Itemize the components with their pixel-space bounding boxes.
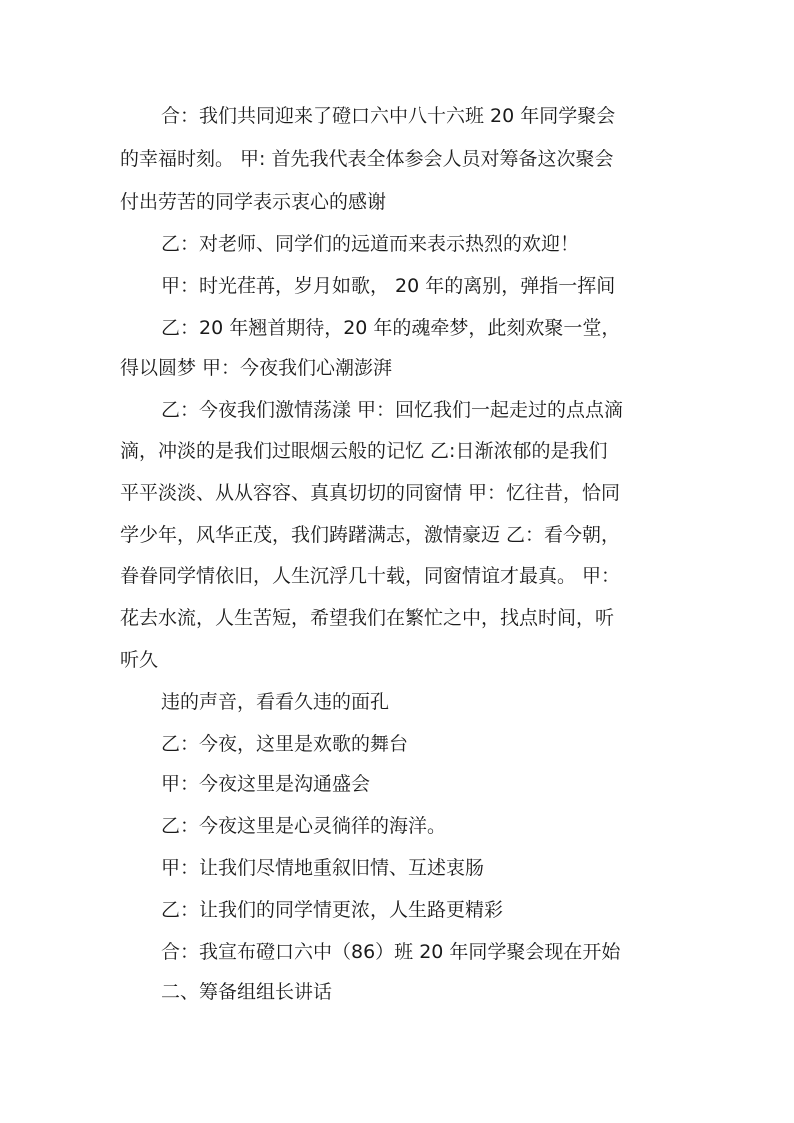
text-line: 花去水流，人生苦短，希望我们在繁忙之中，找点时间，听 bbox=[120, 607, 615, 629]
text-line: 乙：让我们的同学情更浓，人生路更精彩 bbox=[161, 899, 504, 921]
text-line: 听久 bbox=[120, 649, 159, 671]
text-line: 违的声音，看看久违的面孔 bbox=[161, 691, 390, 713]
text-line: 学少年，风华正茂，我们踌躇满志，激情豪迈 乙：看今朝， bbox=[120, 524, 621, 546]
text-line: 付出劳苦的同学表示衷心的感谢 bbox=[120, 191, 387, 213]
text-line: 乙：今夜这里是心灵徜徉的海洋。 bbox=[161, 815, 447, 837]
text-line: 滴，冲淡的是我们过眼烟云般的记忆 乙:日渐浓郁的是我们 bbox=[120, 440, 608, 462]
text-line: 乙：今夜我们激情荡漾 甲：回忆我们一起走过的点点滴 bbox=[161, 399, 624, 421]
text-line: 得以圆梦 甲：今夜我们心潮澎湃 bbox=[120, 357, 393, 379]
text-line: 合：我们共同迎来了磴口六中八十六班 20 年同学聚会 bbox=[161, 105, 616, 127]
text-line: 的幸福时刻。 甲: 首先我代表全体参会人员对筹备这次聚会 bbox=[120, 148, 614, 170]
text-line: 平平淡淡、从从容容、真真切切的同窗情 甲：忆往昔，恰同 bbox=[120, 482, 621, 504]
text-line: 甲：时光荏苒，岁月如歌， 20 年的离别，弹指一挥间 bbox=[161, 275, 616, 297]
text-line: 甲：今夜这里是沟通盛会 bbox=[161, 773, 371, 795]
text-line: 乙：对老师、同学们的远道而来表示热烈的欢迎！ bbox=[161, 233, 580, 255]
text-line: 乙：今夜，这里是欢歌的舞台 bbox=[161, 733, 409, 755]
text-line: 乙：20 年翘首期待，20 年的魂牵梦，此刻欢聚一堂， bbox=[161, 317, 621, 339]
text-line: 甲：让我们尽情地重叙旧情、互述衷肠 bbox=[161, 857, 485, 879]
section-heading: 二、筹备组组长讲话 bbox=[161, 981, 333, 1003]
text-line: 眷眷同学情依旧，人生沉浮几十载，同窗情谊才最真。 甲： bbox=[120, 565, 621, 587]
text-line: 合：我宣布磴口六中（86）班 20 年同学聚会现在开始 bbox=[161, 941, 621, 963]
